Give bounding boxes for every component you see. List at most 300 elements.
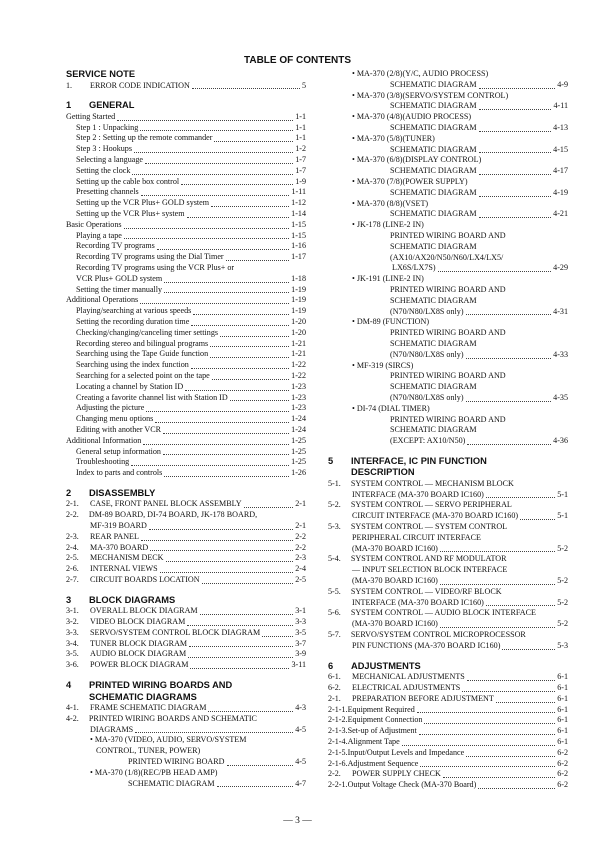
dot-leader xyxy=(135,732,293,733)
page-ref: 4-11 xyxy=(553,101,568,111)
page-ref: 1-19 xyxy=(291,284,306,294)
page-ref: 6-2 xyxy=(557,780,568,790)
toc-entry[interactable] xyxy=(66,81,306,92)
dot-leader xyxy=(185,390,289,391)
entry-title: Index to parts and controls xyxy=(76,468,163,478)
entry-title: (N70/N80/LX8S only) xyxy=(390,306,464,316)
dot-leader xyxy=(192,88,300,89)
toc-entry[interactable] xyxy=(66,371,306,382)
section-spacer xyxy=(66,91,306,100)
dot-leader xyxy=(163,433,289,434)
page-ref: 4-5 xyxy=(295,724,306,734)
entry-title: Recording TV programs using the Dial Timer xyxy=(76,252,224,262)
toc-entry-text: 5-5. SYSTEM CONTROL — VIDEO/RF BLOCK xyxy=(328,586,502,596)
entry-number: 2-4. xyxy=(66,542,79,552)
toc-entry[interactable] xyxy=(328,490,568,501)
page-ref: 1-14 xyxy=(291,208,306,218)
entry-title: Setting up the VCR Plus+ system xyxy=(76,208,185,218)
dot-leader xyxy=(210,346,289,347)
entry-title: POWER BLOCK DIAGRAM xyxy=(90,660,189,670)
toc-entry[interactable] xyxy=(66,639,306,650)
toc-entry-text: PRINTED WIRING BOARD AND xyxy=(390,230,506,240)
entry-title: Set-up of Adjustment xyxy=(347,726,417,736)
toc-entry[interactable] xyxy=(328,705,568,716)
toc-entry[interactable] xyxy=(66,617,306,628)
section-title: DESCRIPTION xyxy=(351,467,415,478)
entry-title: VIDEO BLOCK DIAGRAM xyxy=(90,617,186,627)
toc-column-left xyxy=(66,69,306,789)
dot-leader xyxy=(140,130,293,131)
dot-leader xyxy=(208,711,293,712)
page-ref: 4-15 xyxy=(553,144,568,154)
toc-entry-text: • MA-370 (6/8)(DISPLAY CONTROL) xyxy=(352,155,482,165)
entry-title: CIRCUIT INTERFACE (MA-370 BOARD IC160) xyxy=(352,511,519,521)
toc-entry-text: • MF-319 (SIRCS) xyxy=(352,360,414,370)
toc-entry-text: SCHEMATIC DIAGRAM xyxy=(390,295,477,305)
toc-entry[interactable] xyxy=(66,779,306,790)
toc-entry-text: • MA-370 (2/8)(Y/C, AUDIO PROCESS) xyxy=(352,69,489,78)
toc-entry-text: 5-7. SERVO/SYSTEM CONTROL MICROPROCESSOR xyxy=(328,630,526,640)
dot-leader xyxy=(227,765,294,766)
entry-number: 2-7. xyxy=(66,574,79,584)
toc-entry-text: SCHEMATIC DIAGRAM xyxy=(390,425,477,435)
section-heading xyxy=(328,661,568,673)
toc-entry[interactable] xyxy=(66,231,306,242)
dot-leader xyxy=(214,141,293,142)
section-title: GENERAL xyxy=(89,100,135,111)
section-spacer xyxy=(66,586,306,595)
page-ref: 2-3 xyxy=(295,553,306,563)
toc-entry[interactable] xyxy=(66,575,306,586)
page-ref: 5-2 xyxy=(557,543,568,553)
toc-entry-text: SCHEMATIC DIAGRAM xyxy=(390,382,477,392)
dot-leader xyxy=(124,228,290,229)
entry-title: Equipment Required xyxy=(347,704,415,714)
section-number: 5 xyxy=(328,455,334,466)
toc-entry[interactable] xyxy=(66,112,306,123)
page-ref: 4-19 xyxy=(553,187,568,197)
dot-leader xyxy=(181,184,293,185)
dot-leader xyxy=(146,411,289,412)
dot-leader xyxy=(520,519,555,520)
toc-entry-text: PRINTED WIRING BOARD AND xyxy=(390,284,506,294)
page-ref: 6-1 xyxy=(557,726,568,736)
entry-title: Checking/changing/canceling timer settings xyxy=(76,327,219,337)
page-ref: 4-9 xyxy=(557,79,568,89)
toc-entry-text: • DM-89 (FUNCTION) xyxy=(352,317,430,327)
toc-entry[interactable] xyxy=(328,737,568,748)
entry-title: Playing/searching at various speeds xyxy=(76,306,192,316)
toc-entry[interactable] xyxy=(328,393,568,404)
entry-number: 3-6. xyxy=(66,660,79,670)
entry-title: Basic Operations xyxy=(66,219,122,229)
toc-entry[interactable] xyxy=(66,133,306,144)
page-ref: 1-9 xyxy=(295,176,306,186)
dot-leader xyxy=(220,336,289,337)
dot-leader xyxy=(211,206,289,207)
section-title: SERVICE NOTE xyxy=(66,69,136,79)
section-heading xyxy=(328,456,568,468)
section-number: 3 xyxy=(66,594,72,605)
toc-entry[interactable] xyxy=(328,145,568,156)
page-ref: 1-20 xyxy=(291,327,306,337)
toc-entry-text: • MA-370 (8/8)(VSET) xyxy=(352,198,429,208)
dot-leader xyxy=(486,605,555,606)
toc-entry-text: • MA-370 (7/8)(POWER SUPPLY) xyxy=(352,176,468,186)
toc-entry-text: PERIPHERAL CIRCUIT INTERFACE xyxy=(352,532,481,542)
page-ref: 1-17 xyxy=(291,252,306,262)
entry-title: General setup information xyxy=(76,446,161,456)
toc-entry[interactable] xyxy=(66,360,306,371)
dot-leader xyxy=(145,163,293,164)
toc-entry[interactable] xyxy=(328,576,568,587)
section-spacer xyxy=(328,652,568,661)
dot-leader xyxy=(419,734,555,735)
page-ref: 1-22 xyxy=(291,360,306,370)
dot-leader xyxy=(166,561,294,562)
entry-number: 2-6. xyxy=(66,564,79,574)
toc-entry[interactable] xyxy=(66,532,306,543)
entry-title: Searching using the Tape Guide function xyxy=(76,349,209,359)
page-ref: 6-1 xyxy=(557,704,568,714)
dot-leader xyxy=(467,444,551,445)
toc-entry[interactable] xyxy=(66,209,306,220)
entry-title: VCR Plus+ GOLD system xyxy=(76,273,163,283)
toc-entry[interactable] xyxy=(66,660,306,671)
dot-leader xyxy=(140,303,289,304)
toc-entry[interactable] xyxy=(66,628,306,639)
toc-entry[interactable] xyxy=(66,553,306,564)
dot-leader xyxy=(502,649,555,650)
entry-title: OVERALL BLOCK DIAGRAM xyxy=(90,606,198,616)
toc-entry-text: 4-2. PRINTED WIRING BOARDS AND SCHEMATIC xyxy=(66,713,257,723)
toc-entry[interactable] xyxy=(328,101,568,112)
section-heading xyxy=(66,595,306,607)
toc-entry[interactable] xyxy=(66,499,306,510)
toc-entry[interactable] xyxy=(66,447,306,458)
toc-entry[interactable] xyxy=(66,144,306,155)
dot-leader xyxy=(466,401,552,402)
dot-leader xyxy=(189,646,293,647)
dot-leader xyxy=(155,422,289,423)
section-number xyxy=(328,467,351,479)
dot-leader xyxy=(164,476,289,477)
entry-number: 1. xyxy=(66,80,73,90)
entry-title: SCHEMATIC DIAGRAM xyxy=(390,209,477,219)
toc-entry[interactable] xyxy=(328,209,568,220)
dot-leader xyxy=(212,379,289,380)
toc-entry-text: 5-3. SYSTEM CONTROL — SYSTEM CONTROL xyxy=(328,522,508,532)
section-title: SCHEMATIC DIAGRAMS xyxy=(89,691,197,702)
toc-column-right xyxy=(328,69,568,791)
toc-entry[interactable] xyxy=(328,350,568,361)
toc-entry[interactable] xyxy=(66,382,306,393)
toc-entry[interactable] xyxy=(66,649,306,660)
page-ref: 5-3 xyxy=(557,640,568,650)
toc-entry-text: SCHEMATIC DIAGRAM xyxy=(390,241,477,251)
entry-title: Setting the timer manually xyxy=(76,284,163,294)
page-ref: 1-1 xyxy=(295,122,306,132)
toc-entry[interactable] xyxy=(66,187,306,198)
entry-title: Searching using the index function xyxy=(76,360,189,370)
entry-title: POWER SUPPLY CHECK xyxy=(352,769,441,779)
section-heading xyxy=(66,69,306,81)
entry-title: Setting the recording duration time xyxy=(76,316,190,326)
dot-leader xyxy=(440,584,555,585)
page-ref: 4-35 xyxy=(553,392,568,402)
entry-title: MF-319 BOARD xyxy=(90,520,147,530)
toc-entry[interactable] xyxy=(328,544,568,555)
dot-leader xyxy=(150,550,293,551)
dot-leader xyxy=(440,627,555,628)
entry-title: SCHEMATIC DIAGRAM xyxy=(390,144,477,154)
toc-entry[interactable] xyxy=(328,769,568,780)
toc-entry[interactable] xyxy=(328,641,568,652)
toc-entry-text: • JK-178 (LINE-2 IN) xyxy=(352,220,424,230)
page-ref: 4-33 xyxy=(553,349,568,359)
dot-leader xyxy=(424,723,555,724)
dot-leader xyxy=(188,657,293,658)
entry-number: 2-3. xyxy=(66,531,79,541)
toc-entry[interactable] xyxy=(328,759,568,770)
entry-title: Setting the clock xyxy=(76,165,131,175)
page-ref: 5-2 xyxy=(557,597,568,607)
entry-number: 2-1. xyxy=(328,693,341,703)
entry-title: (N70/N80/LX8S only) xyxy=(390,349,464,359)
toc-entry[interactable] xyxy=(66,339,306,350)
page-ref: 1-16 xyxy=(291,241,306,251)
toc-entry[interactable] xyxy=(66,295,306,306)
dot-leader xyxy=(164,292,289,293)
section-heading xyxy=(66,680,306,692)
entry-title: Creating a favorite channel list with Station ID xyxy=(76,392,228,402)
toc-entry[interactable] xyxy=(66,425,306,436)
toc-entry[interactable] xyxy=(328,188,568,199)
section-title: BLOCK DIAGRAMS xyxy=(89,594,176,605)
dot-leader xyxy=(230,400,289,401)
toc-entry[interactable] xyxy=(328,726,568,737)
page-ref: 4-5 xyxy=(295,757,306,767)
toc-entry[interactable] xyxy=(66,317,306,328)
entry-number: 3-1. xyxy=(66,606,79,616)
toc-entry[interactable] xyxy=(66,166,306,177)
dot-leader xyxy=(193,314,289,315)
dot-leader xyxy=(134,152,293,153)
page-ref: 2-5 xyxy=(295,574,306,584)
toc-entry[interactable] xyxy=(328,748,568,759)
toc-entry[interactable] xyxy=(66,328,306,339)
dot-leader xyxy=(124,238,289,239)
entry-title: Recording stereo and bilingual programs xyxy=(76,338,209,348)
toc-entry[interactable] xyxy=(328,123,568,134)
toc-entry[interactable] xyxy=(328,80,568,91)
toc-entry[interactable] xyxy=(66,252,306,263)
page-ref: 2-1 xyxy=(295,499,306,509)
dot-leader xyxy=(187,217,290,218)
page-ref: 1-25 xyxy=(291,457,306,467)
toc-entry[interactable] xyxy=(66,403,306,414)
page-ref: 5-2 xyxy=(557,576,568,586)
toc-entry-text: • JK-191 (LINE-2 IN) xyxy=(352,274,424,284)
toc-entry[interactable] xyxy=(66,285,306,296)
entry-title: Step 1 : Unpacking xyxy=(76,122,139,132)
entry-title: Selecting a language xyxy=(76,154,143,164)
section-title: PRINTED WIRING BOARDS AND xyxy=(89,680,233,691)
dot-leader xyxy=(479,152,552,153)
toc-entry[interactable] xyxy=(66,177,306,188)
toc-entry-text: • MA-370 (5/8)(TUNER) xyxy=(352,133,435,143)
entry-title: ELECTRICAL ADJUSTMENTS xyxy=(352,682,461,692)
page-ref: 3-3 xyxy=(295,617,306,627)
page-ref: 2-2 xyxy=(295,542,306,552)
page-ref: 1-2 xyxy=(295,144,306,154)
dot-leader xyxy=(226,260,290,261)
toc-entry[interactable] xyxy=(328,166,568,177)
toc-entry[interactable] xyxy=(66,468,306,479)
toc-entry[interactable] xyxy=(66,436,306,447)
entry-title: LX6S/LX7S) xyxy=(392,263,436,273)
entry-number: 2-2. xyxy=(328,769,341,779)
section-number: 4 xyxy=(66,680,72,691)
entry-title: PREPARATION BEFORE ADJUSTMENT xyxy=(352,693,494,703)
entry-title: INTERFACE (MA-370 BOARD IC160) xyxy=(352,489,484,499)
dot-leader xyxy=(191,325,289,326)
toc-entry[interactable] xyxy=(328,619,568,630)
dot-leader xyxy=(466,314,552,315)
dot-leader xyxy=(190,668,289,669)
page-ref: 1-23 xyxy=(291,392,306,402)
page-ref: 3-1 xyxy=(295,606,306,616)
entry-number: 3-5. xyxy=(66,649,79,659)
page-title: TABLE OF CONTENTS xyxy=(243,55,352,66)
toc-entry[interactable] xyxy=(328,780,568,791)
page-ref: 1-7 xyxy=(295,154,306,164)
entry-title: Input/Output Levels and Impedance xyxy=(347,747,465,757)
dot-leader xyxy=(479,196,552,197)
toc-entry[interactable] xyxy=(66,220,306,231)
entry-title: MA-370 BOARD xyxy=(90,542,149,552)
section-title: INTERFACE, IC PIN FUNCTION xyxy=(351,455,487,466)
toc-entry[interactable] xyxy=(66,757,306,768)
page-ref: 6-2 xyxy=(557,758,568,768)
dot-leader xyxy=(202,583,294,584)
toc-entry[interactable] xyxy=(66,274,306,285)
page-ref: 2-4 xyxy=(295,564,306,574)
toc-entry[interactable] xyxy=(66,306,306,317)
entry-number: 6-1. xyxy=(328,672,341,682)
entry-title: CASE, FRONT PANEL BLOCK ASSEMBLY xyxy=(90,499,242,509)
toc-entry[interactable] xyxy=(66,198,306,209)
toc-entry[interactable] xyxy=(66,349,306,360)
toc-entry-text: • MA-370 (VIDEO, AUDIO, SERVO/SYSTEM xyxy=(90,735,247,745)
entry-title: Setting up the cable box control xyxy=(76,176,180,186)
page-ref: 1-12 xyxy=(291,198,306,208)
toc-entry[interactable] xyxy=(328,672,568,683)
dot-leader xyxy=(200,614,294,615)
toc-entry[interactable] xyxy=(66,521,306,532)
entry-title: Presetting channels xyxy=(76,187,139,197)
dot-leader xyxy=(160,572,294,573)
toc-entry[interactable] xyxy=(328,436,568,447)
toc-entry-text: • MA-370 (4/8)(AUDIO PROCESS) xyxy=(352,112,472,122)
page-ref: 1-19 xyxy=(291,295,306,305)
toc-entry[interactable] xyxy=(328,683,568,694)
entry-title: SCHEMATIC DIAGRAM xyxy=(390,187,477,197)
page-ref: 5-1 xyxy=(557,489,568,499)
entry-number: 2-1-4. xyxy=(328,736,348,746)
toc-entry[interactable] xyxy=(66,155,306,166)
dot-leader xyxy=(141,195,290,196)
dot-leader xyxy=(187,625,293,626)
toc-entry[interactable] xyxy=(328,598,568,609)
entry-title: PIN FUNCTIONS (MA-370 BOARD IC160) xyxy=(352,640,501,650)
page-ref: 4-36 xyxy=(553,436,568,446)
entry-title: (MA-370 BOARD IC160) xyxy=(352,543,438,553)
page-ref: 1-20 xyxy=(291,316,306,326)
toc-entry[interactable] xyxy=(328,694,568,705)
toc-entry[interactable] xyxy=(66,393,306,404)
dot-leader xyxy=(149,529,293,530)
toc-entry[interactable] xyxy=(328,511,568,522)
entry-title: SCHEMATIC DIAGRAM xyxy=(128,778,215,788)
toc-entry[interactable] xyxy=(66,564,306,575)
toc-entry[interactable] xyxy=(66,414,306,425)
toc-entry[interactable] xyxy=(66,543,306,554)
section-heading xyxy=(66,692,306,704)
toc-entry-text: SCHEMATIC DIAGRAM xyxy=(390,338,477,348)
toc-entry[interactable] xyxy=(66,725,306,736)
dot-leader xyxy=(244,507,294,508)
toc-entry[interactable] xyxy=(328,263,568,274)
section-title: DISASSEMBLY xyxy=(89,487,156,498)
toc-entry[interactable] xyxy=(66,703,306,714)
toc-entry-text: • MA-370 (3/8)(SERVO/SYSTEM CONTROL) xyxy=(352,90,509,100)
toc-entry[interactable] xyxy=(328,307,568,318)
toc-entry[interactable] xyxy=(66,457,306,468)
entry-title: TUNER BLOCK DIAGRAM xyxy=(90,638,188,648)
entry-number: 2-1-6. xyxy=(328,758,348,768)
page-ref: 1-1 xyxy=(295,111,306,121)
page-ref: 1-1 xyxy=(295,133,306,143)
page-ref: 6-1 xyxy=(557,693,568,703)
page-ref: 5 xyxy=(301,80,306,90)
toc-entry-text: PRINTED WIRING BOARD AND xyxy=(390,371,506,381)
dot-leader xyxy=(496,702,555,703)
toc-entry[interactable] xyxy=(66,606,306,617)
dot-leader xyxy=(440,551,555,552)
entry-title: SCHEMATIC DIAGRAM xyxy=(390,166,477,176)
toc-entry-text: — INPUT SELECTION BLOCK INTERFACE xyxy=(352,565,508,575)
entry-title: Locating a channel by Station ID xyxy=(76,381,184,391)
dot-leader xyxy=(417,712,555,713)
entry-number: 2-5. xyxy=(66,553,79,563)
entry-title: MECHANISM DECK xyxy=(90,553,164,563)
entry-title: Additional Operations xyxy=(66,295,139,305)
page-ref: 3-9 xyxy=(295,649,306,659)
dot-leader xyxy=(217,786,294,787)
entry-title: Changing menu options xyxy=(76,414,154,424)
section-spacer xyxy=(66,671,306,680)
entry-number: 6-2. xyxy=(328,682,341,692)
entry-title: Equipment Connection xyxy=(347,715,423,725)
page-ref: 6-1 xyxy=(557,715,568,725)
toc-entry[interactable] xyxy=(66,241,306,252)
toc-entry[interactable] xyxy=(66,123,306,134)
entry-title: Step 2 : Setting up the remote commander xyxy=(76,133,213,143)
entry-number: 2-1-1. xyxy=(328,704,348,714)
page-ref: 6-1 xyxy=(557,682,568,692)
toc-entry[interactable] xyxy=(328,715,568,726)
